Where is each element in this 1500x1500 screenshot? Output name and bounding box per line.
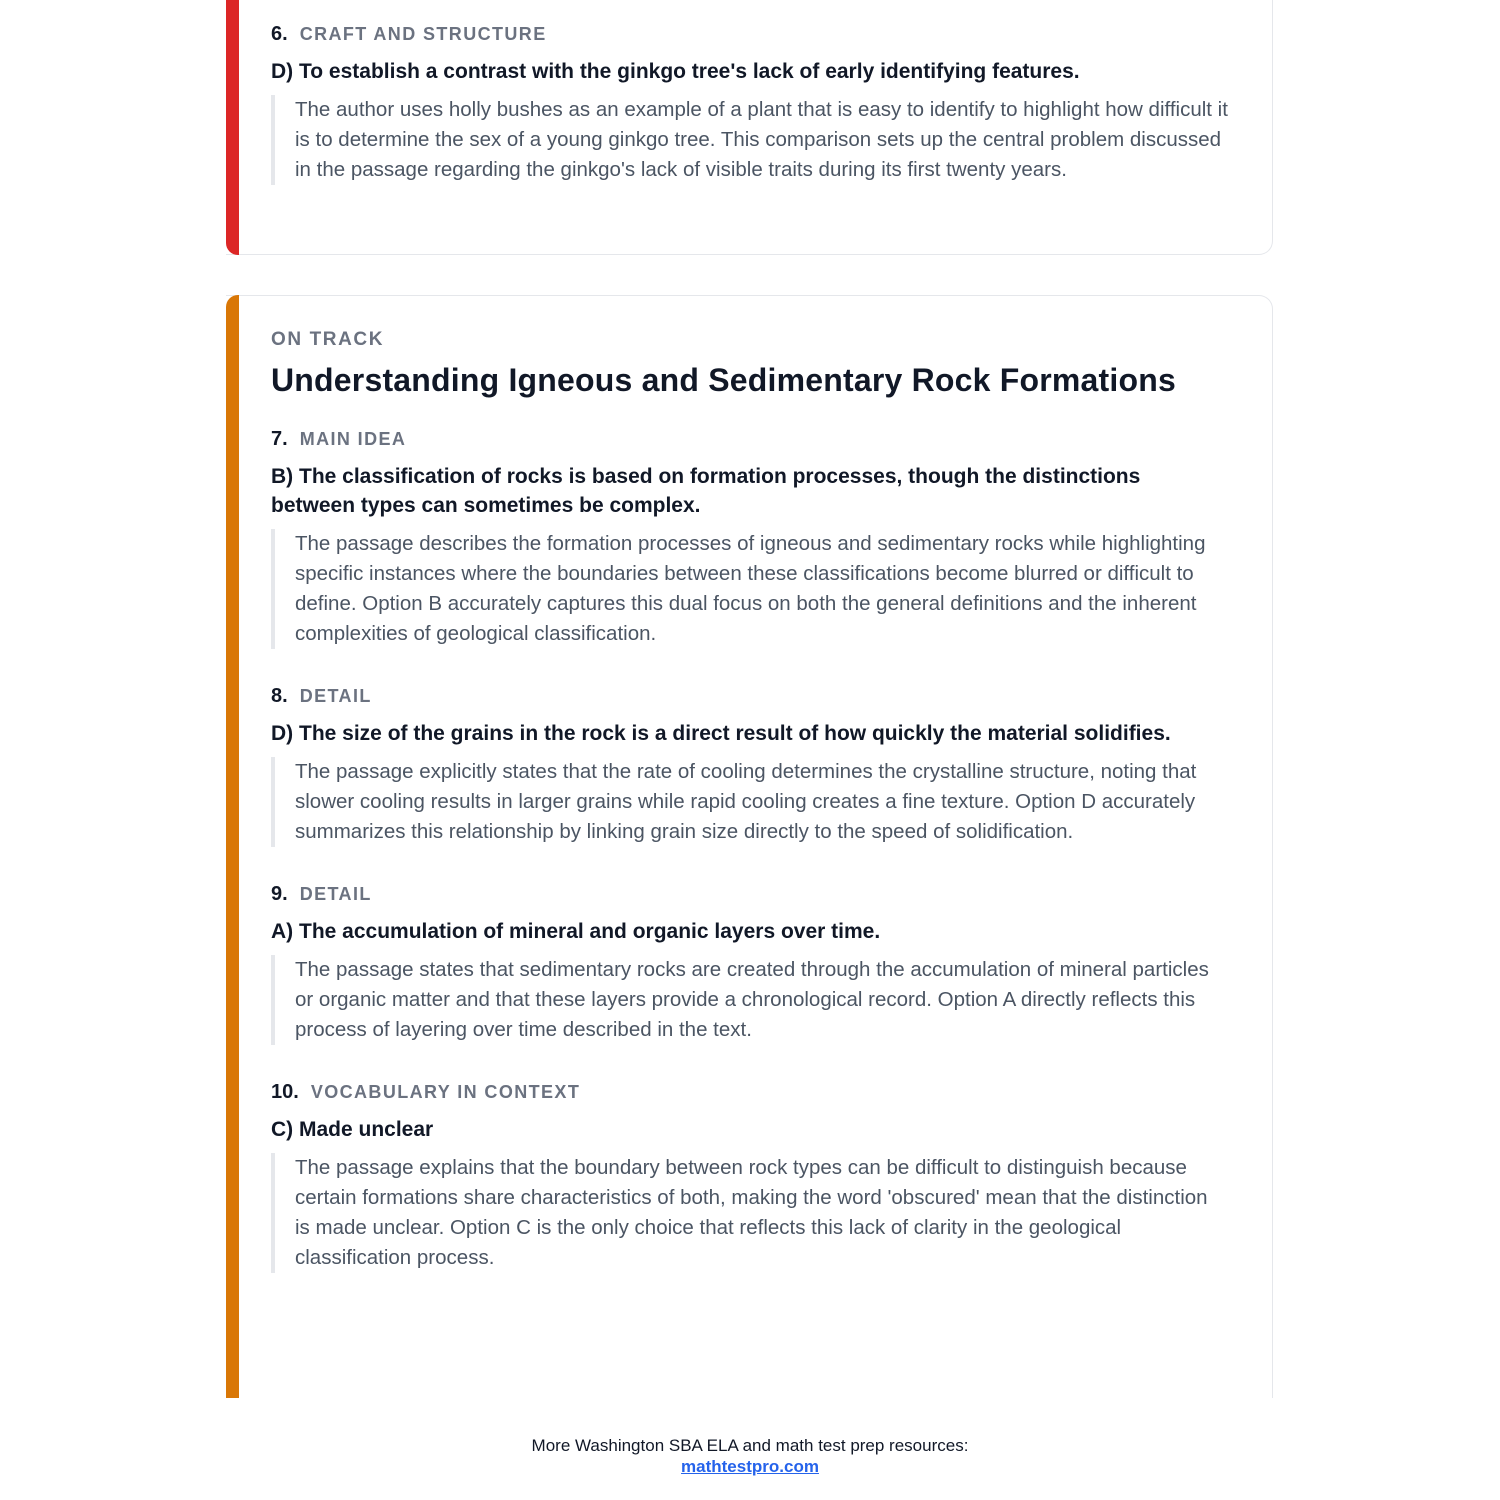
card-content — [271, 21, 1236, 219]
question-category: DETAIL — [299, 686, 372, 706]
question-number: 7. — [271, 428, 288, 450]
question-item — [271, 683, 1236, 847]
footer-link[interactable]: mathtestpro.com — [681, 1457, 819, 1476]
question-category: VOCABULARY IN CONTEXT — [310, 1082, 581, 1102]
correct-answer: B) The classification of rocks is based on formation processes, though the distinctions between types can sometimes be complex. — [271, 465, 1141, 517]
question-category: CRAFT AND STRUCTURE — [299, 24, 547, 44]
question-header — [271, 21, 1236, 47]
question-item — [271, 1079, 1236, 1273]
question-header — [271, 683, 1236, 709]
card-content — [271, 328, 1236, 1307]
answer-explanation: The passage states that sedimentary rocks are created through the accumulation of mineral particles or organic matter and that these layers provide a chronological record. Option A directly reflects this process of layering over time described in the text. — [271, 955, 1236, 1045]
question-item — [271, 881, 1236, 1045]
correct-answer: D) The size of the grains in the rock is a direct result of how quickly the material solidifies. — [271, 722, 1171, 745]
status-accent-bar — [226, 295, 239, 1398]
passage-title: Understanding Igneous and Sedimentary Rock Formations — [271, 362, 1176, 398]
question-header — [271, 881, 1236, 907]
answer-explanation: The passage describes the formation processes of igneous and sedimentary rocks while highlighting specific instances where the boundaries between these classifications become blurred or difficult to define. Option B accurately captures this dual focus on both the general definitions and the inherent complexities of geological classification. — [271, 529, 1236, 649]
answer-explanation: The passage explicitly states that the rate of cooling determines the crystalline structure, noting that slower cooling results in larger grains while rapid cooling creates a fine texture. Option D accurately summarizes this relationship by linking grain size directly to the speed of solidification. — [271, 757, 1236, 847]
question-category: DETAIL — [299, 884, 372, 904]
correct-answer: D) To establish a contrast with the ginkgo tree's lack of early identifying features. — [271, 60, 1080, 83]
question-item — [271, 21, 1236, 185]
correct-answer: C) Made unclear — [271, 1118, 434, 1141]
correct-answer: A) The accumulation of mineral and organic layers over time. — [271, 920, 881, 943]
results-card-previous — [226, 0, 1273, 255]
footer-text: More Washington SBA ELA and math test prep resources: — [531, 1436, 969, 1455]
question-item — [271, 426, 1236, 649]
question-number: 6. — [271, 23, 288, 45]
status-accent-bar — [226, 0, 239, 255]
question-header — [271, 426, 1236, 452]
answer-explanation: The passage explains that the boundary between rock types can be difficult to distinguish because certain formations share characteristics of both, making the word 'obscured' mean that the distinction is made unclear. Option C is the only choice that reflects this lack of clarity in the geological classification process. — [271, 1153, 1236, 1273]
question-number: 9. — [271, 883, 288, 905]
footer — [0, 1435, 1500, 1477]
status-label: ON TRACK — [271, 329, 385, 350]
results-card-passage — [226, 295, 1273, 1398]
answer-explanation: The author uses holly bushes as an example of a plant that is easy to identify to highlight how difficult it is to determine the sex of a young ginkgo tree. This comparison sets up the central problem discussed in the passage regarding the ginkgo's lack of visible traits during its first twenty years. — [271, 95, 1236, 185]
question-number: 10. — [271, 1081, 299, 1103]
question-category: MAIN IDEA — [299, 429, 407, 449]
question-number: 8. — [271, 685, 288, 707]
question-header — [271, 1079, 1236, 1105]
